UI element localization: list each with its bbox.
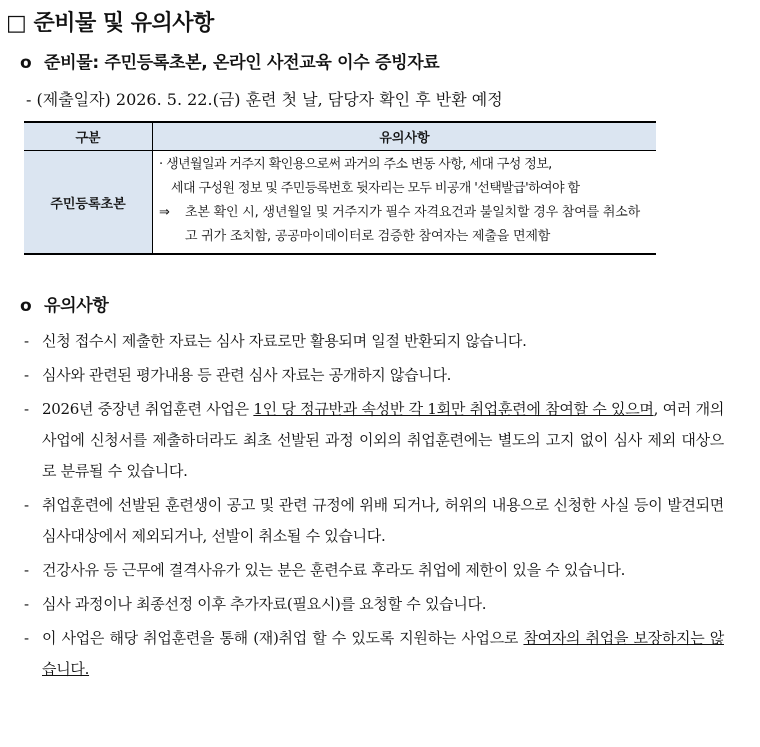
caution-text-6: 심사 과정이나 최종선정 이후 추가자료(필요시)를 요청할 수 있습니다.	[42, 595, 487, 613]
list-item	[24, 623, 724, 685]
table-header-row	[24, 122, 656, 151]
cautions-title: 유의사항	[44, 296, 109, 316]
notes-table	[24, 121, 656, 255]
prep-title: 준비물: 주민등록초본, 온라인 사전교육 이수 증빙자료	[44, 53, 440, 73]
list-item	[24, 326, 724, 357]
table-row	[24, 151, 656, 255]
caution-3-underlined: 1인 당 정규반과 속성반 각 1회만 취업훈련에 참여할 수 있으며	[253, 400, 654, 418]
caution-7-underlined: 참여자의 취업을 보장하지는 않습니다.	[42, 629, 724, 678]
row-label: 주민등록초본	[24, 151, 153, 255]
header-notes: 유의사항	[153, 122, 657, 151]
list-item	[24, 589, 724, 620]
double-arrow-icon: ⇒	[159, 205, 170, 220]
dash-bullet: -	[24, 332, 30, 350]
dash-bullet: -	[24, 366, 30, 384]
caution-text-1: 신청 접수시 제출한 자료는 심사 자료로만 활용되며 일절 반환되지 않습니다.	[42, 332, 527, 350]
section-title-text: 준비물 및 유의사항	[33, 11, 214, 36]
section-title	[6, 6, 214, 37]
dash-bullet: -	[24, 400, 30, 418]
list-item	[24, 490, 724, 552]
note-line-3: 초본 확인 시, 생년월일 및 거주지가 필수 자격요건과 불일치할 경우 참여를 취소하고 귀가 조치함, 공공마이데이터로 검증한 참여자는 제출을 면제함	[185, 205, 641, 244]
dash-bullet: -	[24, 496, 30, 514]
header-category: 구분	[24, 122, 153, 151]
cautions-list	[24, 326, 724, 688]
prep-heading	[20, 48, 439, 73]
caution-text-2: 심사와 관련된 평가내용 등 관련 심사 자료는 공개하지 않습니다.	[42, 366, 452, 384]
caution-3-lead: 2026년 중장년 취업훈련 사업은	[42, 400, 254, 418]
cautions-heading	[20, 291, 109, 316]
list-item	[24, 360, 724, 391]
caution-text-7	[42, 623, 724, 685]
caution-3-rest: , 여러 개의 사업에 신청서를 제출하더라도 최초 선발된 과정 이외의 취업훈련에는 별도의 고지 없이 심사 제외 대상으로 분류될 수 있습니다.	[42, 400, 725, 480]
list-item	[24, 555, 724, 586]
caution-text-3	[42, 394, 724, 487]
list-item	[24, 394, 724, 487]
note-line-2: 세대 구성원 정보 및 주민등록번호 뒷자리는 모두 비공개 '선택발급'하여야 함	[171, 181, 580, 196]
submission-date-line: - (제출일자) 2026. 5. 22.(금) 훈련 첫 날, 담당자 확인 후 반환 예정	[26, 90, 503, 109]
arrow-note	[159, 201, 652, 249]
note-line-1: · 생년월일과 거주지 확인용으로써 과거의 주소 변동 사항, 세대 구성 정보,	[159, 157, 552, 172]
circle-bullet-icon: o	[20, 53, 32, 73]
circle-bullet-icon: o	[20, 296, 32, 316]
caution-7-lead: 이 사업은 해당 취업훈련을 통해 (재)취업 할 수 있도록 지원하는 사업으로	[42, 629, 524, 647]
dash-bullet: -	[24, 595, 30, 613]
checkbox-square-icon: □	[6, 11, 27, 36]
caution-text-5: 건강사유 등 근무에 결격사유가 있는 분은 훈련수료 후라도 취업에 제한이 있을 수 있습니다.	[42, 561, 626, 579]
dash-bullet: -	[24, 561, 30, 579]
caution-text-4: 취업훈련에 선발된 훈련생이 공고 및 관련 규정에 위배 되거나, 허위의 내용으로 신청한 사실 등이 발견되면 심사대상에서 제외되거나, 선발이 취소될 수 있습니다.	[42, 496, 724, 545]
row-content	[153, 151, 657, 255]
dash-bullet: -	[24, 629, 30, 647]
